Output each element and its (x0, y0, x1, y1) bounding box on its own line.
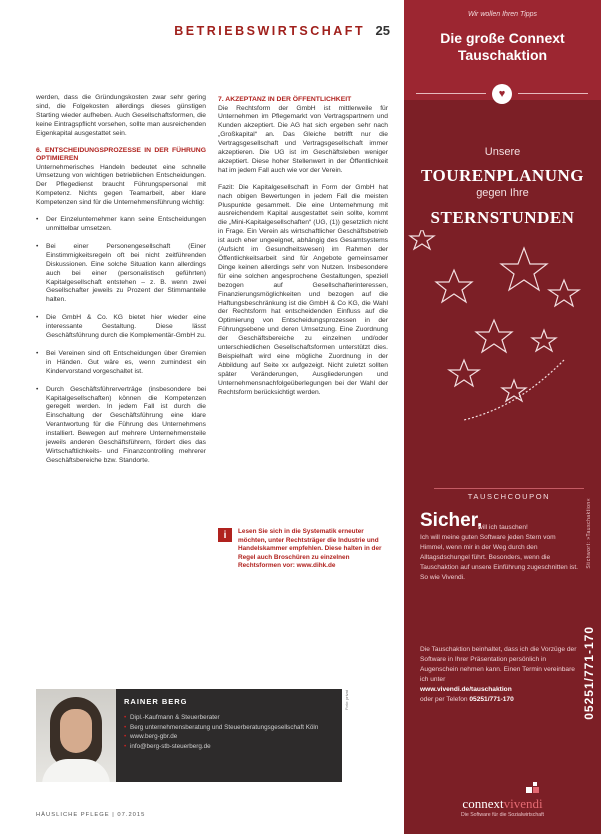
author-detail: • www.berg-gbr.de (124, 732, 324, 742)
page-header (150, 22, 390, 38)
info-notice (218, 528, 388, 571)
column-left (36, 94, 206, 475)
bullet-list (36, 216, 206, 466)
star-icon (532, 330, 556, 351)
coupon-link[interactable]: www.vivendi.de/tauschaktion (420, 685, 512, 693)
stars-illustration (404, 230, 601, 430)
coupon-details (420, 645, 580, 704)
star-icon (449, 360, 479, 386)
section-heading-7: 7. AKZEPTANZ IN DER ÖFFENTLICHKEIT (218, 96, 352, 103)
ad-kicker: Wir wollen Ihren Tipps (467, 11, 538, 18)
connext-logo: connextvivendi (462, 796, 543, 811)
star-icon (501, 248, 547, 290)
star-icon (549, 280, 579, 306)
author-details (124, 713, 324, 751)
author-name: RAINER BERG (124, 697, 188, 706)
coupon-text (420, 523, 580, 582)
star-icon (436, 270, 472, 302)
star-icon (502, 380, 526, 401)
column-right (218, 94, 388, 406)
notice-text: Lesen Sie sich in die Systematik erneuter möchten, unter Rechtsträger die Industrie und Handelskammer empfehlen. Diese halten in der Regel auch Broschüren zu einzelnen Rechtsformen vor: www.dihk.de (238, 528, 382, 570)
star-icon (410, 230, 434, 249)
star-trail (464, 360, 564, 420)
ad-sternstunden: STERNSTUNDEN (430, 208, 575, 227)
coupon-first-line: will ich tauschen! (478, 524, 528, 531)
conclusion-paragraph: Fazit: Die Kapitalgesellschaft in Form der GmbH hat nach obigen Bewertungen in jedem Fall die meisten Pluspunkte gesammelt. Die eine Unternehmung mit ausreichendem Kapital ausgestattet sein sollte, kommt die „Mini-Kapitalgesellschaften“ (UG, (1)) gesetzlich nicht in Frage. Ein Verein als wirtschaftlicher Geschäftsbetrieb ist auch eher ungeeignet, abhängig des Gesamtsystems (Aufsicht im Gesundheitswesen) im Rahmen der Öffentlichkeitsarbeit sind für Angebote gemeinsamer Dinge keinen allerdings sehr von Nutzen. Insbesondere für eine solchen angesprochene Gestaltungen, speziell bezogen auf Gesellschafterinteressen, Finanzierungsmöglichkeiten und bezogen auf die Haftungsbeschränkung ist die GmbH & Co KG, die Wahl der Rechtsform hat entscheidenden Einfluss auf die Optimierung von Entscheidungsprozessen in der Führungsebene und deren Umsetzung. Eine Zuordnung der Geschäftsbereiche zu einzelnen und/oder unterschiedlichen Gesellschaftsformen unterstützt dies. Beispielhaft wird eine mögliche Zuordnung in der Abbildung auf Seite xx aufgezeigt. Nicht zuletzt sollten später Veränderungen, Ausgliederungen und Unternehmensnachfolgeüberlegungen bei der Wahl der Rechtsform berücksichtigt werden. (218, 183, 388, 396)
ad-tourenplanung: TOURENPLANUNG (421, 166, 584, 185)
logo-tagline: Die Software für die Sozialwirtschaft (460, 812, 545, 818)
list-item: • Die GmbH & Co. KG bietet hier wieder eine interessante Gestaltung. Diese lässt Geschäftsführung durch die Komplementär-GmbH zu. (36, 314, 206, 341)
section-heading-6: 6. ENTSCHEIDUNGSPROZESSE IN DER FÜHRUNG OPTIMIEREN (36, 146, 206, 163)
heart-icon: ♥ (492, 84, 512, 104)
photo-credit: Foto: privat (344, 690, 349, 711)
body-paragraph: Die Rechtsform der GmbH ist mittlerweile für Unternehmen im Pflegemarkt von Vertragspartnern und Kunden akzeptiert. Die AG hat sich ergeben sehr nach „Großkapital“ an. Das Gleiche betrifft nur die Vertragsgesellschaft und Vertragsgesellschaft immer akzeptieren. Die UG ist im Geschäftsleben weniger akzeptiert. Diese hoher Stellenwert in der Öffentlichkeit hat im jedem Fall auch wie vor der Verein. (218, 104, 388, 174)
ad-gegen: gegen Ihre (476, 187, 529, 199)
divider (416, 93, 486, 94)
star-icon (476, 320, 512, 352)
ad-title (404, 30, 601, 64)
info-icon: i (218, 528, 232, 542)
advertisement (404, 0, 601, 834)
section-title: BETRIEBSWIRTSCHAFT (174, 24, 366, 38)
side-keyword: Stichwort: »Tauschaktion« (586, 498, 592, 569)
page-number: 25 (375, 23, 390, 38)
coupon-body: Ich will meine guten Software jeden Stern vom Himmel, wenn mir in der Weg durch den Alltagsdschungel führt. Besonders, wenn die Tauschaktion auf unsere Einführung zugeschnitten ist. So wie Vivendi. (420, 533, 578, 581)
phone-number[interactable]: 05251/771-170 (469, 695, 514, 703)
logo-icon (526, 782, 540, 794)
page-footer: HÄUSLICHE PFLEGE | 07.2015 (36, 812, 146, 818)
author-email[interactable]: • info@berg-stb-steuerberg.de (124, 742, 324, 752)
ad-sicher: Sicher, (420, 510, 483, 531)
author-detail: • Berg unternehmensberatung und Steuerberatungsgesellschaft Köln (124, 723, 324, 733)
list-item: • Durch Geschäftsführerverträge (insbesondere bei Kapitalgesellschaften) können die Kompetenzen geregelt werden. In jedem Fall ist durch die Einschaltung der Geschäftsführung eine klare Verantwortung für die Führung des Unternehmens installiert. Bewegen auf mehrere Unternehmensteile jeweils anderen Geschäftsführern, fördert dies das Wirtschaftlichkeits- und Finanzcontrolling mehrerer Geschäftsbereiche bzw. Standorte. (36, 386, 206, 466)
body-paragraph: Unternehmerisches Handeln bedeutet eine schnelle Umsetzung von wichtigen betrieblichen Entscheidungen. Der Pflegedienst braucht Führungspersonal mit Kompetenz. Nichts gegen Teamarbeit, aber klare Kompetenzen sind für die Unternehmensführung wichtig: (36, 163, 206, 207)
coupon-label: TAUSCHCOUPON (434, 488, 584, 501)
author-photo (36, 689, 116, 782)
list-item: • Der Einzelunternehmer kann seine Entscheidungen unmittelbar umsetzen. (36, 216, 206, 234)
intro-paragraph: werden, dass die Gründungskosten zwar sehr gering sind, die Folgekosten allerdings dieses günstigen Starting wieder aufheben. Auch Gesellschaftsformen, die keine Eintragspflicht vorsehen, sollte man ausreichenden Eigenkapital ausgestattet sein. (36, 94, 206, 137)
author-box (36, 689, 342, 782)
ad-title-line1: Die große Connext (440, 30, 565, 46)
ad-title-line2: Tauschaktion (457, 47, 548, 63)
side-phone[interactable]: 05251/771-170 (582, 626, 596, 720)
coupon-details-text: Die Tauschaktion beinhaltet, dass ich die Vorzüge der Software in Ihrer Präsentation persönlich in Augenschein nehmen kann. Einen Termin vereinbare ich unter (420, 646, 577, 683)
list-item: • Bei einer Personengesellschaft (Einer Einstimmigkeitsregeln oft bei nicht zeitführenden Diskussionen. Eine solche Situation kann allerdings auch bei einer (personalistisch geführten) Kapitalgesellschaft entstehen – z. B. wenn zwei Gesellschafter jeweils zu Prozent der Stimmanteile halten. (36, 243, 206, 305)
author-detail: • Dipl.-Kaufmann & Steuerberater (124, 713, 324, 723)
list-item: • Bei Vereinen sind oft Entscheidungen über Gremien in Händen. Gut wäre es, wenn zumindest ein Kindervorstand vorgeschaltet ist. (36, 350, 206, 377)
ad-unsere: Unsere (484, 146, 521, 158)
divider (518, 93, 588, 94)
phone-prefix: oder per Telefon (420, 695, 468, 703)
